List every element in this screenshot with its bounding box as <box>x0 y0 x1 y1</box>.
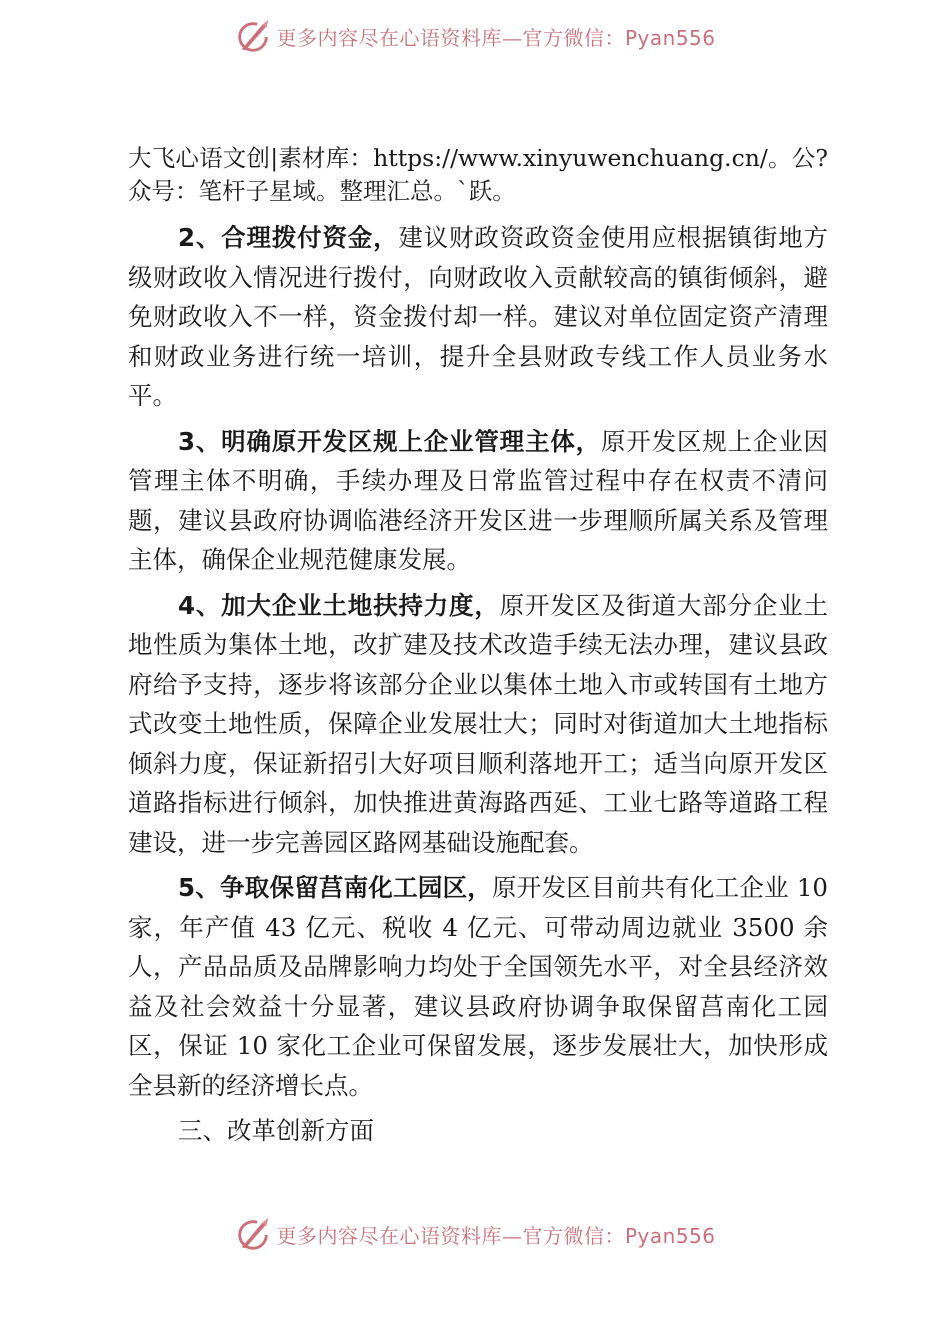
item-body-3: 原开发区规上企业因管理主体不明确，手续办理及日常监管过程中存在权责不清问题，建议县政府协调临港经济开发区进一步理顺所属关系及管理主体，确保企业规范健康发展。 <box>128 426 829 574</box>
intro-paragraph: 大飞心语文创|素材库：https://www.xinyuwenchuang.cn/。公?众号：笔杆子星域。整理汇总。`跃。 <box>128 144 828 205</box>
item-paragraph-2 <box>128 218 828 416</box>
item-lead-5: 5、争取保留莒南化工园区， <box>178 873 493 902</box>
item-lead-4: 4、加大企业土地扶持力度， <box>178 590 500 620</box>
banner-text-cn: 更多内容尽在心语资料库—官方微信： <box>276 1223 625 1248</box>
item-body-5: 原开发区目前共有化工企业 10 家，年产值 43 亿元、税收 4 亿元、可带动周边就业 3500 余人，产品品质及品牌影响力均处于全国领先水平，对全县经济效益及社会效益十分显著，建议县政府协调争取保留莒南化工园区，保证 10 家化工企业可保留发展，逐步发展壮大，加快形成全县新的经济增长点。 <box>128 873 829 1100</box>
item-paragraph-5 <box>128 868 828 1105</box>
item-paragraph-3 <box>128 422 828 580</box>
document-body <box>128 142 828 1151</box>
banner-text-cn: 更多内容尽在心语资料库—官方微信： <box>276 25 625 50</box>
banner-text <box>276 22 715 51</box>
section-heading: 三、改革创新方面 <box>178 1116 374 1145</box>
item-lead-3: 3、明确原开发区规上企业管理主体， <box>178 426 601 456</box>
item-lead-2: 2、合理拨付资金， <box>178 223 399 252</box>
header-banner <box>0 14 950 58</box>
quill-seal-icon <box>234 1215 272 1253</box>
footer-banner <box>0 1212 950 1256</box>
item-body-4: 原开发区及街道大部分企业土地性质为集体土地，改扩建及技术改造手续无法办理，建议县政府给予支持，逐步将该部分企业以集体土地入市或转国有土地方式改变土地性质，保障企业发展壮大；同时对街道加大土地指标倾斜力度，保证新招引大好项目顺利落地开工；适当向原开发区道路指标进行倾斜，加快推进黄海路西延、工业七路等道路工程建设，进一步完善园区路网基础设施配套。 <box>128 590 829 857</box>
item-body-2: 建议财政资政资金使用应根据镇街地方级财政收入情况进行拨付，向财政收入贡献较高的镇街倾斜，避免财政收入不一样，资金拨付却一样。建议对单位固定资产清理和财政业务进行统一培训，提升全县财政专线工作人员业务水平。 <box>128 223 829 410</box>
item-paragraph-4 <box>128 586 828 863</box>
quill-seal-icon <box>234 17 272 55</box>
banner-text-id: Pyan556 <box>624 1223 716 1248</box>
banner-text-id: Pyan556 <box>624 25 716 50</box>
banner-text <box>276 1220 715 1249</box>
